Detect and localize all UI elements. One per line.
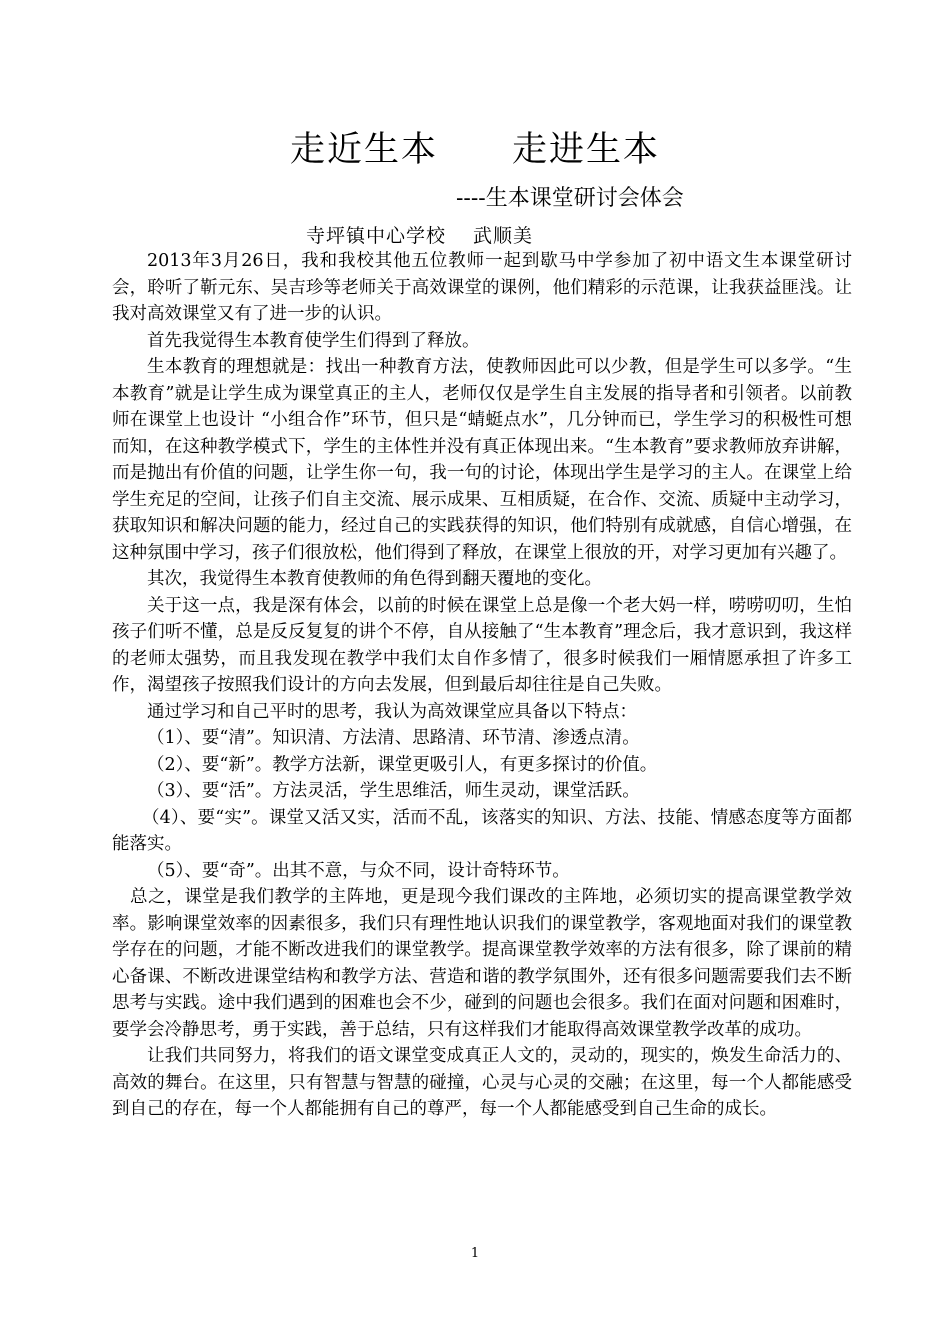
list-item-new: （2）、要“新”。教学方法新，课堂更吸引人，有更多探讨的价值。 [147,754,658,775]
paragraph-teacher-role: 关于这一点，我是深有体会，以前的时候在课堂上总是像一个老大妈一样，唠唠叨叨，生怕孩子们听不懂，总是反反复复的讲个不停，自从接触了“生本教育”理念后，我才意识到，我这样的老师太强势，而且我发现在教学中我们太自作多情了，很多时候我们一厢情愿承担了许多工作，渴望孩子按照我们设计的方向去发展，但到最后却往往是自己失败。 [112,595,852,695]
page-subtitle: ----生本课堂研讨会体会 [456,186,684,211]
list-item-lively: （3）、要“活”。方法灵活，学生思维活，师生灵动，课堂活跃。 [147,781,640,801]
paragraph-intro: 2013年3月26日，我和我校其他五位教师一起到歇马中学参加了初中语文生本课堂研讨会，聆听了靳元东、吴吉珍等老师关于高效课堂的课例，他们精彩的示范课，让我获益匪浅。让我对高效课堂又有了进一步的认识。 [112,251,852,324]
paragraph-features-intro: 通过学习和自己平时的思考，我认为高效课堂应具备以下特点： [147,701,637,722]
author-line: 寺坪镇中心学校 武顺美 [306,225,534,247]
article-body [112,248,852,1123]
list-item-solid: （4）、要“实”。课堂又活又实，活而不乱，该落实的知识、方法、技能、情感态度等方面都能落实。 [112,807,852,854]
list-item-clear: （1）、要“清”。知识清、方法清、思路清、环节清、渗透点清。 [147,728,640,748]
page-title: 走近生本 走进生本 [289,130,660,170]
paragraph-point-1: 首先我觉得生本教育使学生们得到了释放。 [147,330,480,351]
list-item-novel: （5）、要“奇”。出其不意，与众不同，设计奇特环节。 [147,860,570,881]
paragraph-closing: 让我们共同努力，将我们的语文课堂变成真正人文的，灵动的，现实的，焕发生命活力的、高效的舞台。在这里，只有智慧与智慧的碰撞，心灵与心灵的交融；在这里，每一个人都能感受到自己的存在，每一个人都能拥有自己的尊严，每一个人都能感受到自己生命的成长。 [112,1046,852,1119]
paragraph-student-release: 生本教育的理想就是：找出一种教育方法，使教师因此可以少教，但是学生可以多学。“生本教育”就是让学生成为课堂真正的主人，老师仅仅是学生自主发展的指导者和引领者。以前教师在课堂上也设计 “小组合作”环节，但只是“蜻蜓点水”，几分钟而已，学生学习的积极性可想而知，在这种教学模式下，学生的主体性并没有真正体现出来。“生本教育”要求教师放弃讲解，而是抛出有价值的问题，让学生你一句，我一句的讨论，体现出学生是学习的主人。在课堂上给学生充足的空间，让孩子们自主交流、展示成果、互相质疑，在合作、交流、质疑中主动学习，获取知识和解决问题的能力，经过自己的实践获得的知识，他们特别有成就感，自信心增强，在这种氛围中学习，孩子们很放松，他们得到了释放，在课堂上很放的开，对学习更加有兴趣了。 [112,357,852,563]
paragraph-summary: 总之，课堂是我们教学的主阵地，更是现今我们课改的主阵地，必须切实的提高课堂教学效率。影响课堂效率的因素很多，我们只有理性地认识我们的课堂教学，客观地面对我们的课堂教学存在的问题，才能不断改进我们的课堂教学。提高课堂教学效率的方法有很多，除了课前的精心备课、不断改进课堂结构和教学方法、营造和谐的教学氛围外，还有很多问题需要我们去不断思考与实践。途中我们遇到的困难也会不少，碰到的问题也会很多。我们在面对问题和困难时，要学会冷静思考，勇于实践，善于总结，只有这样我们才能取得高效课堂教学改革的成功。 [112,887,852,1040]
page-number: 1 [470,1246,480,1261]
paragraph-point-2: 其次，我觉得生本教育使教师的角色得到翻天覆地的变化。 [147,569,602,589]
